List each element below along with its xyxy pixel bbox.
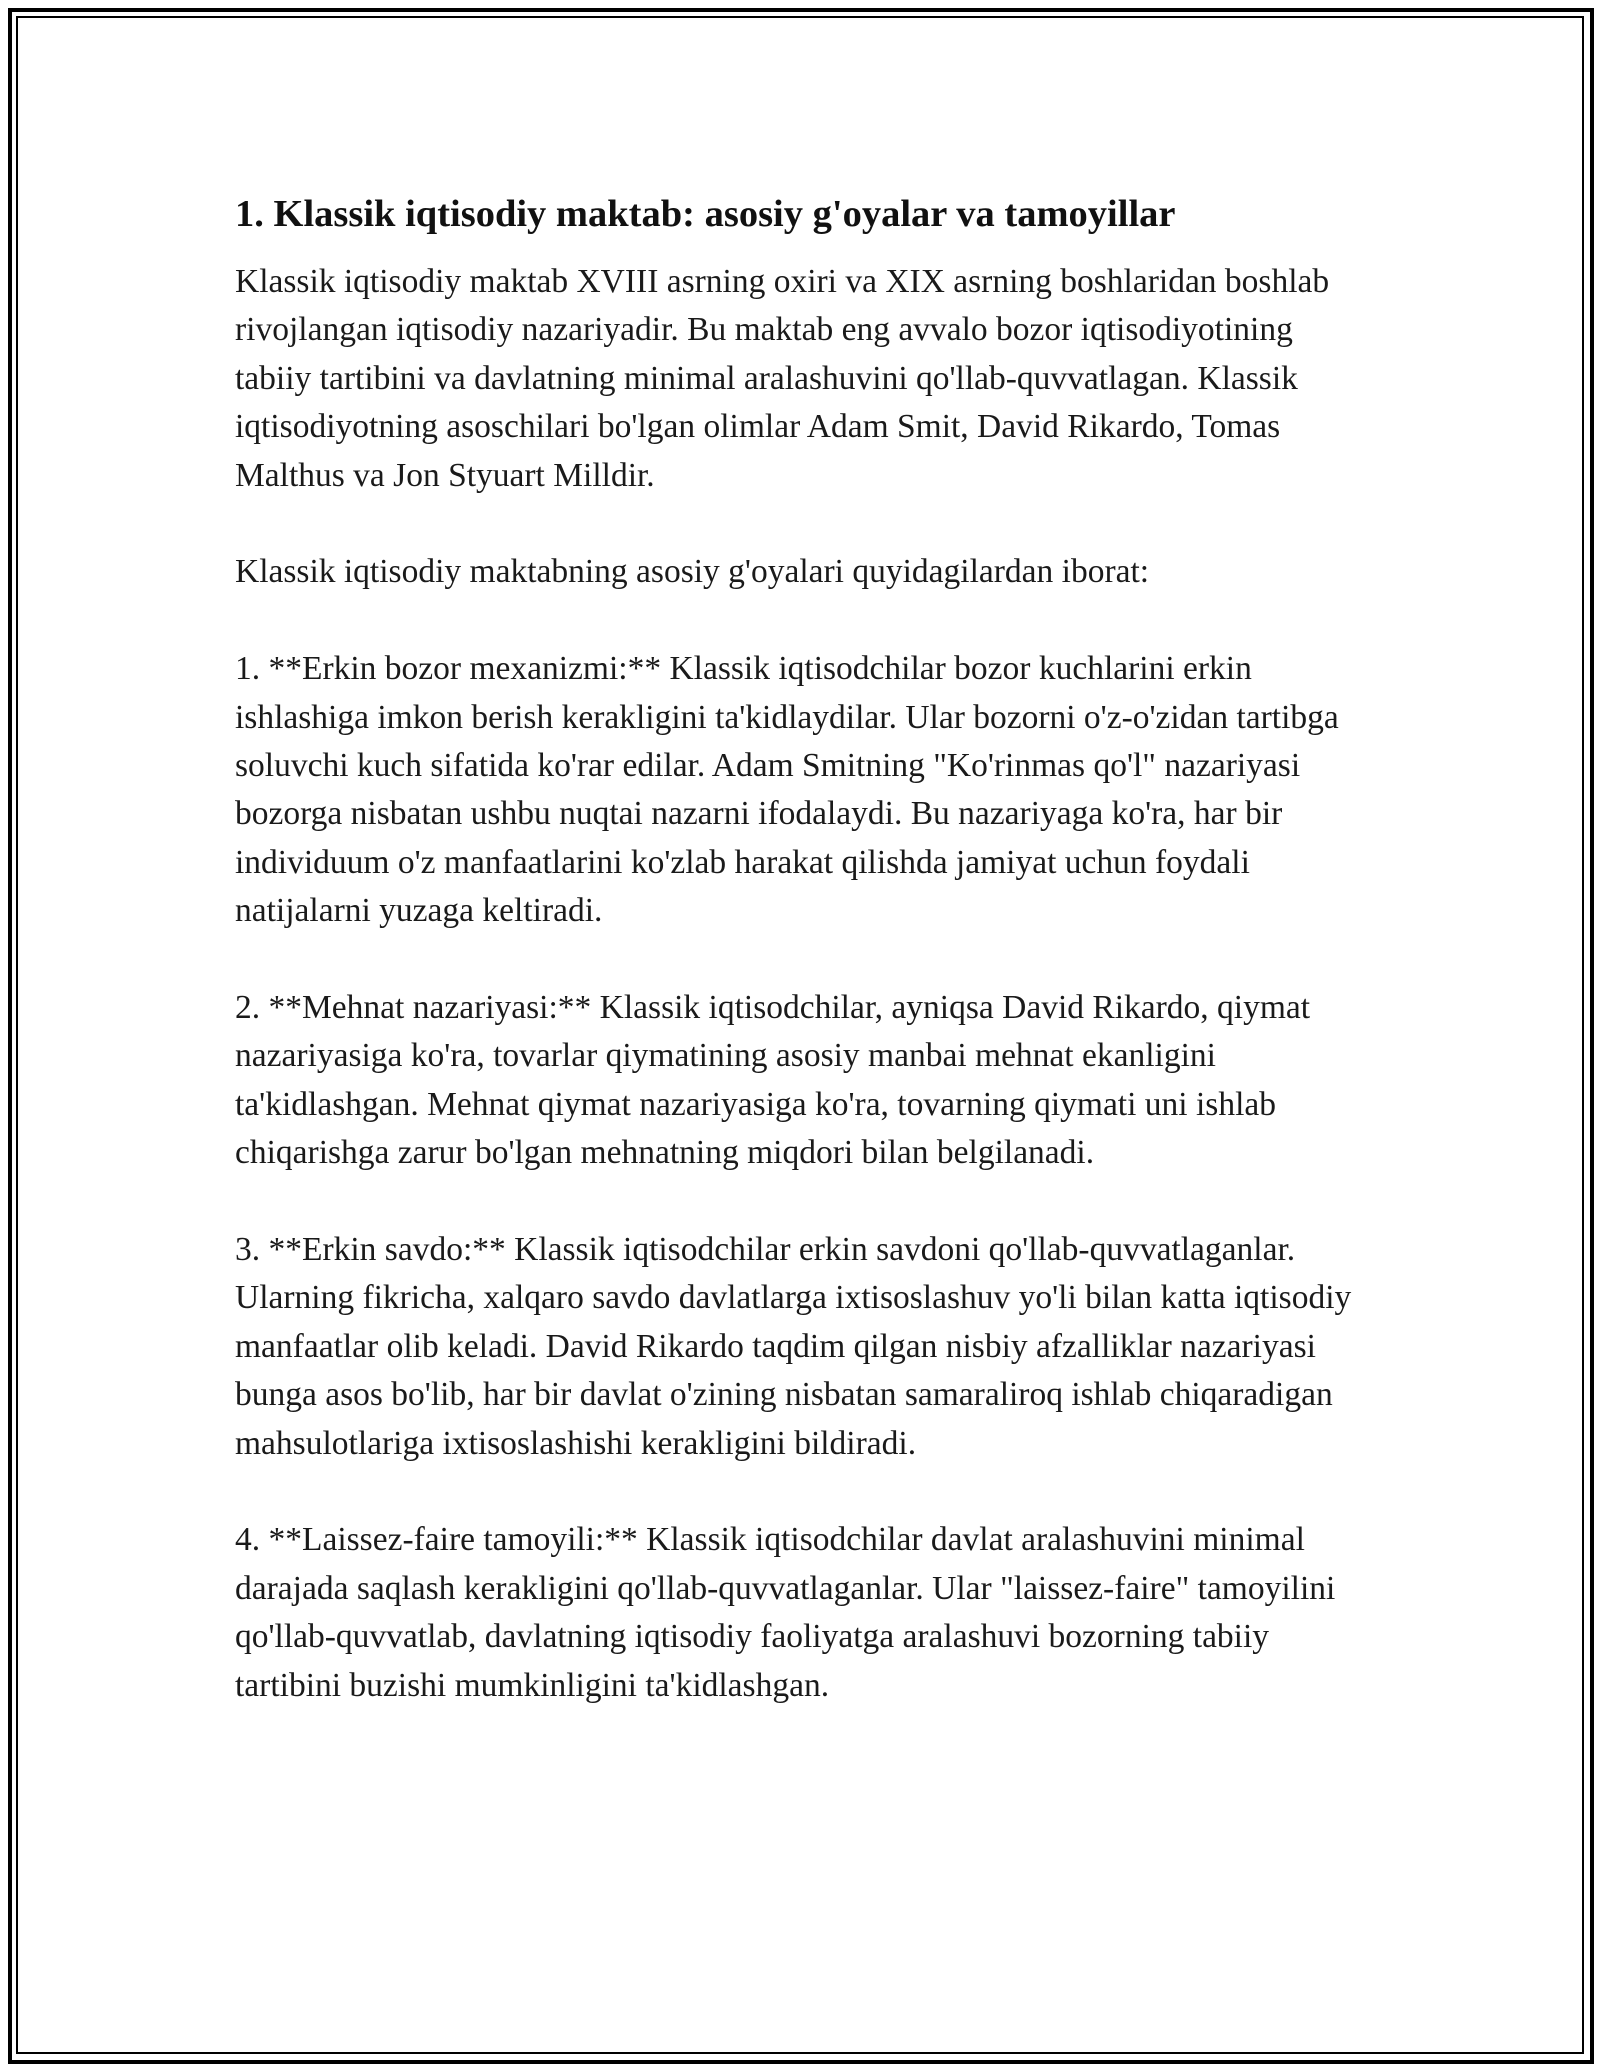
paragraph-spacer xyxy=(235,1468,1370,1516)
list-item-free-market: 1. **Erkin bozor mexanizmi:** Klassik iqtisodchilar bozor kuchlarini erkin ishlashiga imkon berish kerakligini ta'kidlaydilar. Ular bozorni o'z-o'zidan tartibga soluvchi kuch sifatida ko'rar edilar. Adam Smitning "Ko'rinmas qo'l" nazariyasi bozorga nisbatan ushbu nuqtai nazarni ifodalaydi. Bu nazariyaga ko'ra, har bir individuum o'z manfaatlarini ko'zlab harakat qilishda jamiyat uchun foydali natijalarni yuzaga keltiradi. xyxy=(235,650,1339,930)
paragraph-spacer xyxy=(235,936,1370,984)
paragraph-spacer xyxy=(235,597,1370,645)
intro-paragraph: Klassik iqtisodiy maktab XVIII asrning oxiri va XIX asrning boshlaridan boshlab rivojlangan iqtisodiy nazariyadir. Bu maktab eng avvalo bozor iqtisodiyotining tabiiy tartibini va davlatning minimal aralashuvini qo'llab-quvvatlagan. Klassik iqtisodiyotning asoschilari bo'lgan olimlar Adam Smit, David Rikardo, Tomas Malthus va Jon Styuart Milldir. xyxy=(235,263,1330,494)
paragraph-spacer xyxy=(235,1178,1370,1226)
document-body xyxy=(235,186,1370,1710)
paragraph-spacer xyxy=(235,500,1370,548)
lead-paragraph: Klassik iqtisodiy maktabning asosiy g'oyalari quyidagilardan iborat: xyxy=(235,553,1150,591)
section-heading: 1. Klassik iqtisodiy maktab: asosiy g'oyalar va tamoyillar xyxy=(235,193,1176,235)
list-item-laissez-faire: 4. **Laissez-faire tamoyili:** Klassik iqtisodchilar davlat aralashuvini minimal darajada saqlash kerakligini qo'llab-quvvatlaganlar. Ular "laissez-faire" tamoyilini qo'llab-quvvatlab, davlatning iqtisodiy faoliyatga aralashuvi bozorning tabiiy tartibini buzishi mumkinligini ta'kidlashgan. xyxy=(235,1521,1336,1704)
list-item-free-trade: 3. **Erkin savdo:** Klassik iqtisodchilar erkin savdoni qo'llab-quvvatlaganlar. Ularning fikricha, xalqaro savdo davlatlarga ixtisoslashuv yo'li bilan katta iqtisodiy manfaatlar olib keladi. David Rikardo taqdim qilgan nisbiy afzalliklar nazariyasi bunga asos bo'lib, har bir davlat o'zining nisbatan samaraliroq ishlab chiqaradigan mahsulotlariga ixtisoslashishi kerakligini bildiradi. xyxy=(235,1231,1352,1462)
list-item-labor-theory: 2. **Mehnat nazariyasi:** Klassik iqtisodchilar, ayniqsa David Rikardo, qiymat nazariyasiga ko'ra, tovarlar qiymatining asosiy manbai mehnat ekanligini ta'kidlashgan. Mehnat qiymat nazariyasiga ko'ra, tovarning qiymati uni ishlab chiqarishga zarur bo'lgan mehnatning miqdori bilan belgilanadi. xyxy=(235,989,1311,1172)
